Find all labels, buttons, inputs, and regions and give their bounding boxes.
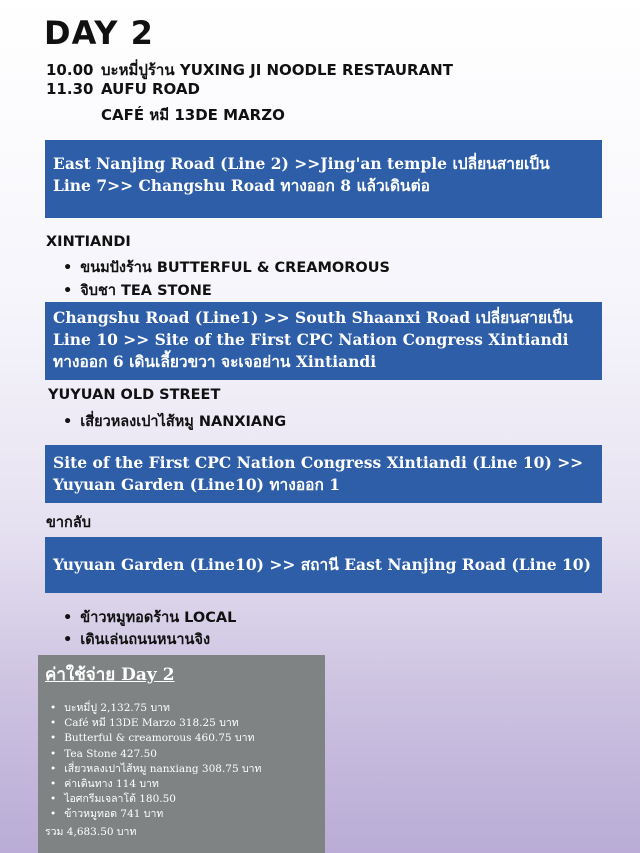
expense-title: ค่าใช้จ่าย Day 2 — [45, 665, 175, 685]
expense-item: • Café หมี 13DE Marzo 318.25 บาท — [50, 716, 261, 731]
expense-item: • บะหมี่ปู 2,132.75 บาท — [50, 701, 261, 716]
list-item: • ข้าวหมูทอดร้าน LOCAL — [63, 606, 236, 629]
route-box-4 — [45, 537, 602, 593]
route-line: Line 7>> Changshu Road ทางออก 8 แล้วเดินต่อ — [53, 176, 430, 195]
route-line: Line 10 >> Site of the First CPC Nation Congress Xintiandi — [53, 330, 569, 349]
schedule-text: CAFÉ หมี 13DE MARZO — [101, 106, 285, 124]
expense-total: รวม 4,683.50 บาท — [45, 826, 137, 838]
schedule-item — [46, 58, 453, 82]
route-line: Yuyuan Garden (Line10) ทางออก 1 — [53, 475, 341, 494]
expense-item: • ค่าเดินทาง 114 บาท — [50, 777, 261, 792]
schedule-text: บะหมี่ปูร้าน YUXING JI NOODLE RESTAURANT — [101, 61, 453, 79]
route-box-1 — [45, 140, 602, 218]
list-item: • เสี่ยวหลงเปาไส้หมู NANXIANG — [63, 410, 286, 433]
return-label: ขากลับ — [46, 515, 91, 531]
list-item: • ขนมปังร้าน BUTTERFUL & CREAMOROUS — [63, 256, 390, 279]
expense-item: • Butterful & creamorous 460.75 บาท — [50, 731, 261, 746]
expense-list — [50, 701, 261, 823]
schedule-time: 10.00 — [46, 61, 94, 79]
expense-item: • Tea Stone 427.50 — [50, 747, 261, 762]
schedule-item — [46, 103, 285, 127]
schedule-time: 11.30 — [46, 80, 94, 98]
expense-item: • เสี่ยวหลงเปาไส้หมู nanxiang 308.75 บาท — [50, 762, 261, 777]
section-heading-yuyuan: YUYUAN OLD STREET — [48, 387, 221, 403]
expense-item: • ข้าวหมูทอด 741 บาท — [50, 807, 261, 822]
section-heading-xintiandi: XINTIANDI — [46, 234, 131, 250]
list-item: • จิบชา TEA STONE — [63, 279, 212, 302]
day-title: DAY 2 — [44, 14, 154, 52]
route-line: Changshu Road (Line1) >> South Shaanxi Road เปลี่ยนสายเป็น — [53, 308, 573, 327]
expense-item: • ไอศกรีมเจลาโต้ 180.50 — [50, 792, 261, 807]
route-box-2 — [45, 302, 602, 380]
route-line: East Nanjing Road (Line 2) >>Jing'an temple เปลี่ยนสายเป็น — [53, 154, 550, 173]
route-line: ทางออก 6 เดินเลี้ยวขวา จะเจอย่าน Xintiandi — [53, 352, 377, 371]
route-box-3 — [45, 445, 602, 503]
list-item: • เดินเล่นถนนหนานจิง — [63, 628, 210, 651]
schedule-text: AUFU ROAD — [101, 80, 200, 98]
schedule-item — [46, 80, 200, 98]
route-line: Site of the First CPC Nation Congress Xintiandi (Line 10) >> — [53, 453, 584, 472]
route-line: Yuyuan Garden (Line10) >> สถานี East Nanjing Road (Line 10) — [53, 555, 591, 574]
